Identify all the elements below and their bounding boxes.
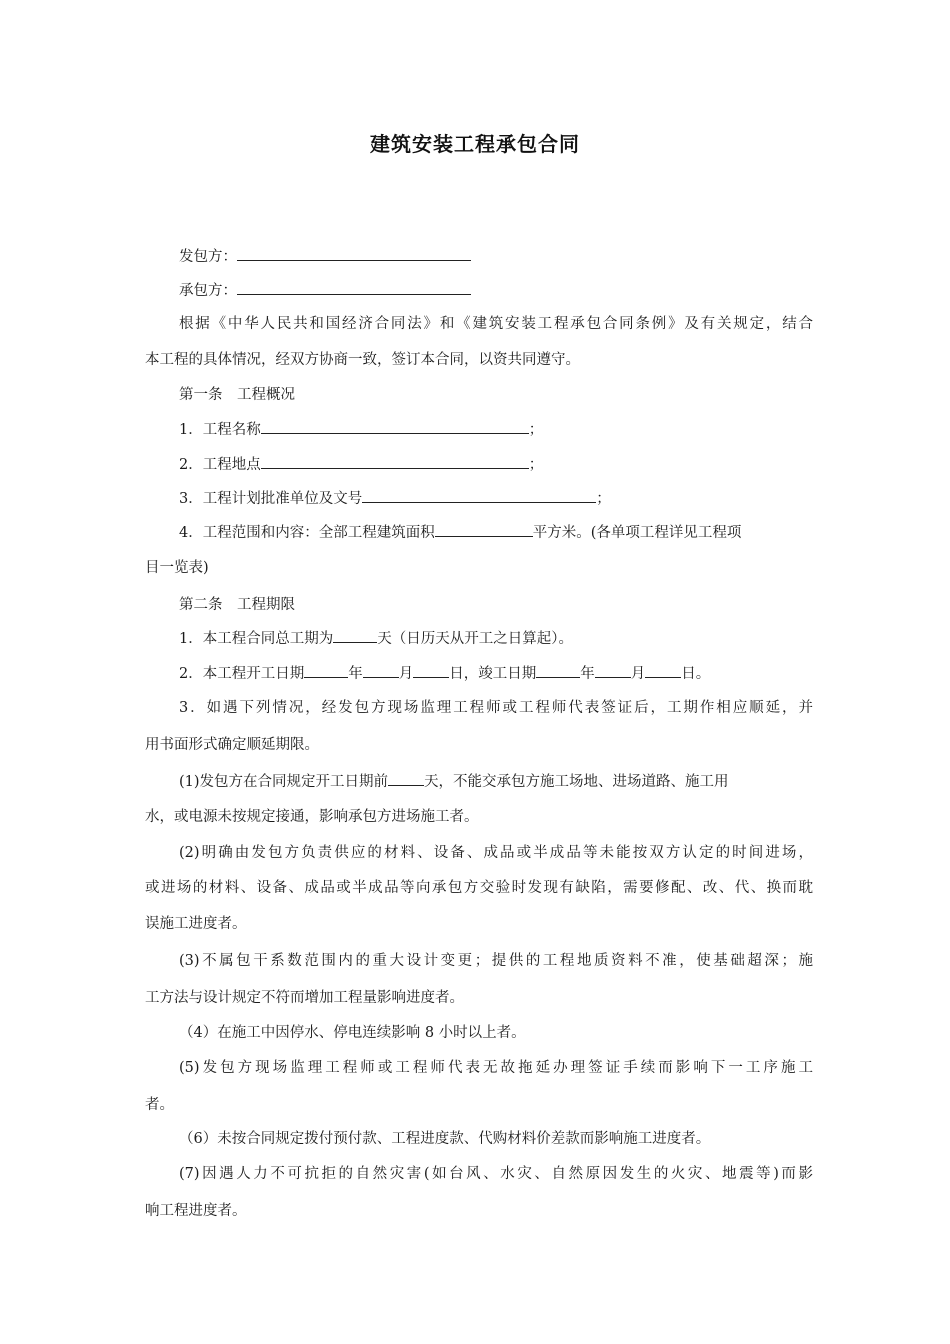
start-day-blank (413, 662, 449, 678)
start-date-label: 2．本工程开工日期 (179, 666, 305, 682)
approval-blank (362, 487, 596, 503)
case-1-pre: (1)发包方在合同规定开工日期前 (179, 774, 389, 790)
duration-unit: 天（日历天从开工之日算起）。 (377, 631, 573, 647)
start-month-text: 月 (398, 666, 414, 682)
article-1-item-1 (179, 418, 813, 441)
party-a-label: 发包方： (179, 249, 237, 265)
case-7-line-1: (7)因遇人力不可抗拒的自然灾害(如台风、水灾、自然原因发生的火灾、地震等)而影 (179, 1166, 813, 1182)
duration-label: 1．本工程合同总工期为 (179, 631, 334, 647)
case-7-line-2: 响工程进度者。 (145, 1203, 247, 1219)
party-b-line (179, 279, 813, 302)
duration-blank (333, 627, 377, 643)
case-1-line-2: 水，或电源未按规定接通，影响承包方进场施工者。 (145, 809, 479, 825)
end-year-blank (536, 662, 580, 678)
end-day-text: 日。 (681, 666, 711, 682)
article-2-item-3-line-2: 用书面形式确定顺延期限。 (145, 737, 319, 753)
item-3-end: ； (596, 491, 611, 507)
preamble-line-1: 根据《中华人民共和国经济合同法》和《建筑安装工程承包合同条例》及有关规定，结合 (179, 316, 813, 332)
case-5-line-1: (5)发包方现场监理工程师或工程师代表无故拖延办理签证手续而影响下一工序施工 (179, 1060, 813, 1076)
contract-title: 建筑安装工程承包合同 (370, 132, 580, 156)
start-year-text: 年 (348, 666, 363, 682)
project-location-label: 2．工程地点 (179, 457, 261, 473)
start-month-blank (363, 662, 399, 678)
project-name-label: 1．工程名称 (179, 422, 261, 438)
item-2-end: ； (528, 457, 544, 473)
project-name-blank (261, 418, 529, 434)
end-day-blank (645, 662, 681, 678)
party-a-blank (237, 245, 471, 261)
end-date-label: 日，竣工日期 (449, 666, 537, 682)
case-1-post: 天，不能交承包方施工场地、进场道路、施工用 (424, 774, 729, 790)
article-1-item-2 (179, 453, 813, 476)
party-b-label: 承包方： (179, 283, 237, 299)
case-5-line-2: 者。 (145, 1097, 174, 1113)
case-1-line-1 (179, 770, 813, 793)
start-year-blank (304, 662, 348, 678)
approval-label: 3．工程计划批准单位及文号 (179, 491, 363, 507)
party-b-blank (237, 279, 471, 295)
party-a-line (179, 245, 813, 268)
case-2-line-1: (2)明确由发包方负责供应的材料、设备、成品或半成品等未能按双方认定的时间进场， (179, 845, 813, 861)
end-year-text: 年 (580, 666, 595, 682)
case-3-line-1: (3)不属包干系数范围内的重大设计变更；提供的工程地质资料不准，使基础超深；施 (179, 953, 813, 969)
preamble-line-2: 本工程的具体情况，经双方协商一致，签订本合同，以资共同遵守。 (145, 352, 580, 368)
item-1-end: ； (528, 422, 544, 438)
end-month-text: 月 (630, 666, 646, 682)
end-month-blank (595, 662, 631, 678)
case-1-blank (388, 770, 424, 786)
article-2-item-1 (179, 627, 813, 650)
case-3-line-2: 工方法与设计规定不符而增加工程量影响进度者。 (145, 990, 464, 1006)
area-blank (435, 521, 533, 537)
case-6-line: （6）未按合同规定拨付预付款、工程进度款、代购材料价差款而影响施工进度者。 (179, 1131, 711, 1147)
article-1-item-4 (179, 521, 813, 544)
article-1-heading: 第一条 工程概况 (179, 387, 295, 403)
article-1-item-4-cont: 目一览表) (145, 560, 209, 576)
case-2-line-3: 误施工进度者。 (145, 916, 247, 932)
article-2-item-3-line-1: 3．如遇下列情况，经发包方现场监理工程师或工程师代表签证后，工期作相应顺延，并 (179, 700, 813, 716)
article-2-heading: 第二条 工程期限 (179, 597, 295, 613)
project-location-blank (261, 453, 529, 469)
case-4-line: （4）在施工中因停水、停电连续影响 8 小时以上者。 (179, 1025, 526, 1041)
scope-unit: 平方米。(各单项工程详见工程项 (532, 525, 742, 541)
case-2-line-2: 或进场的材料、设备、成品或半成品等向承包方交验时发现有缺陷，需要修配、改、代、换而耽 (145, 880, 813, 896)
article-1-item-3 (179, 487, 813, 510)
scope-label: 4．工程范围和内容：全部工程建筑面积 (179, 525, 435, 541)
article-2-item-2 (179, 662, 813, 685)
